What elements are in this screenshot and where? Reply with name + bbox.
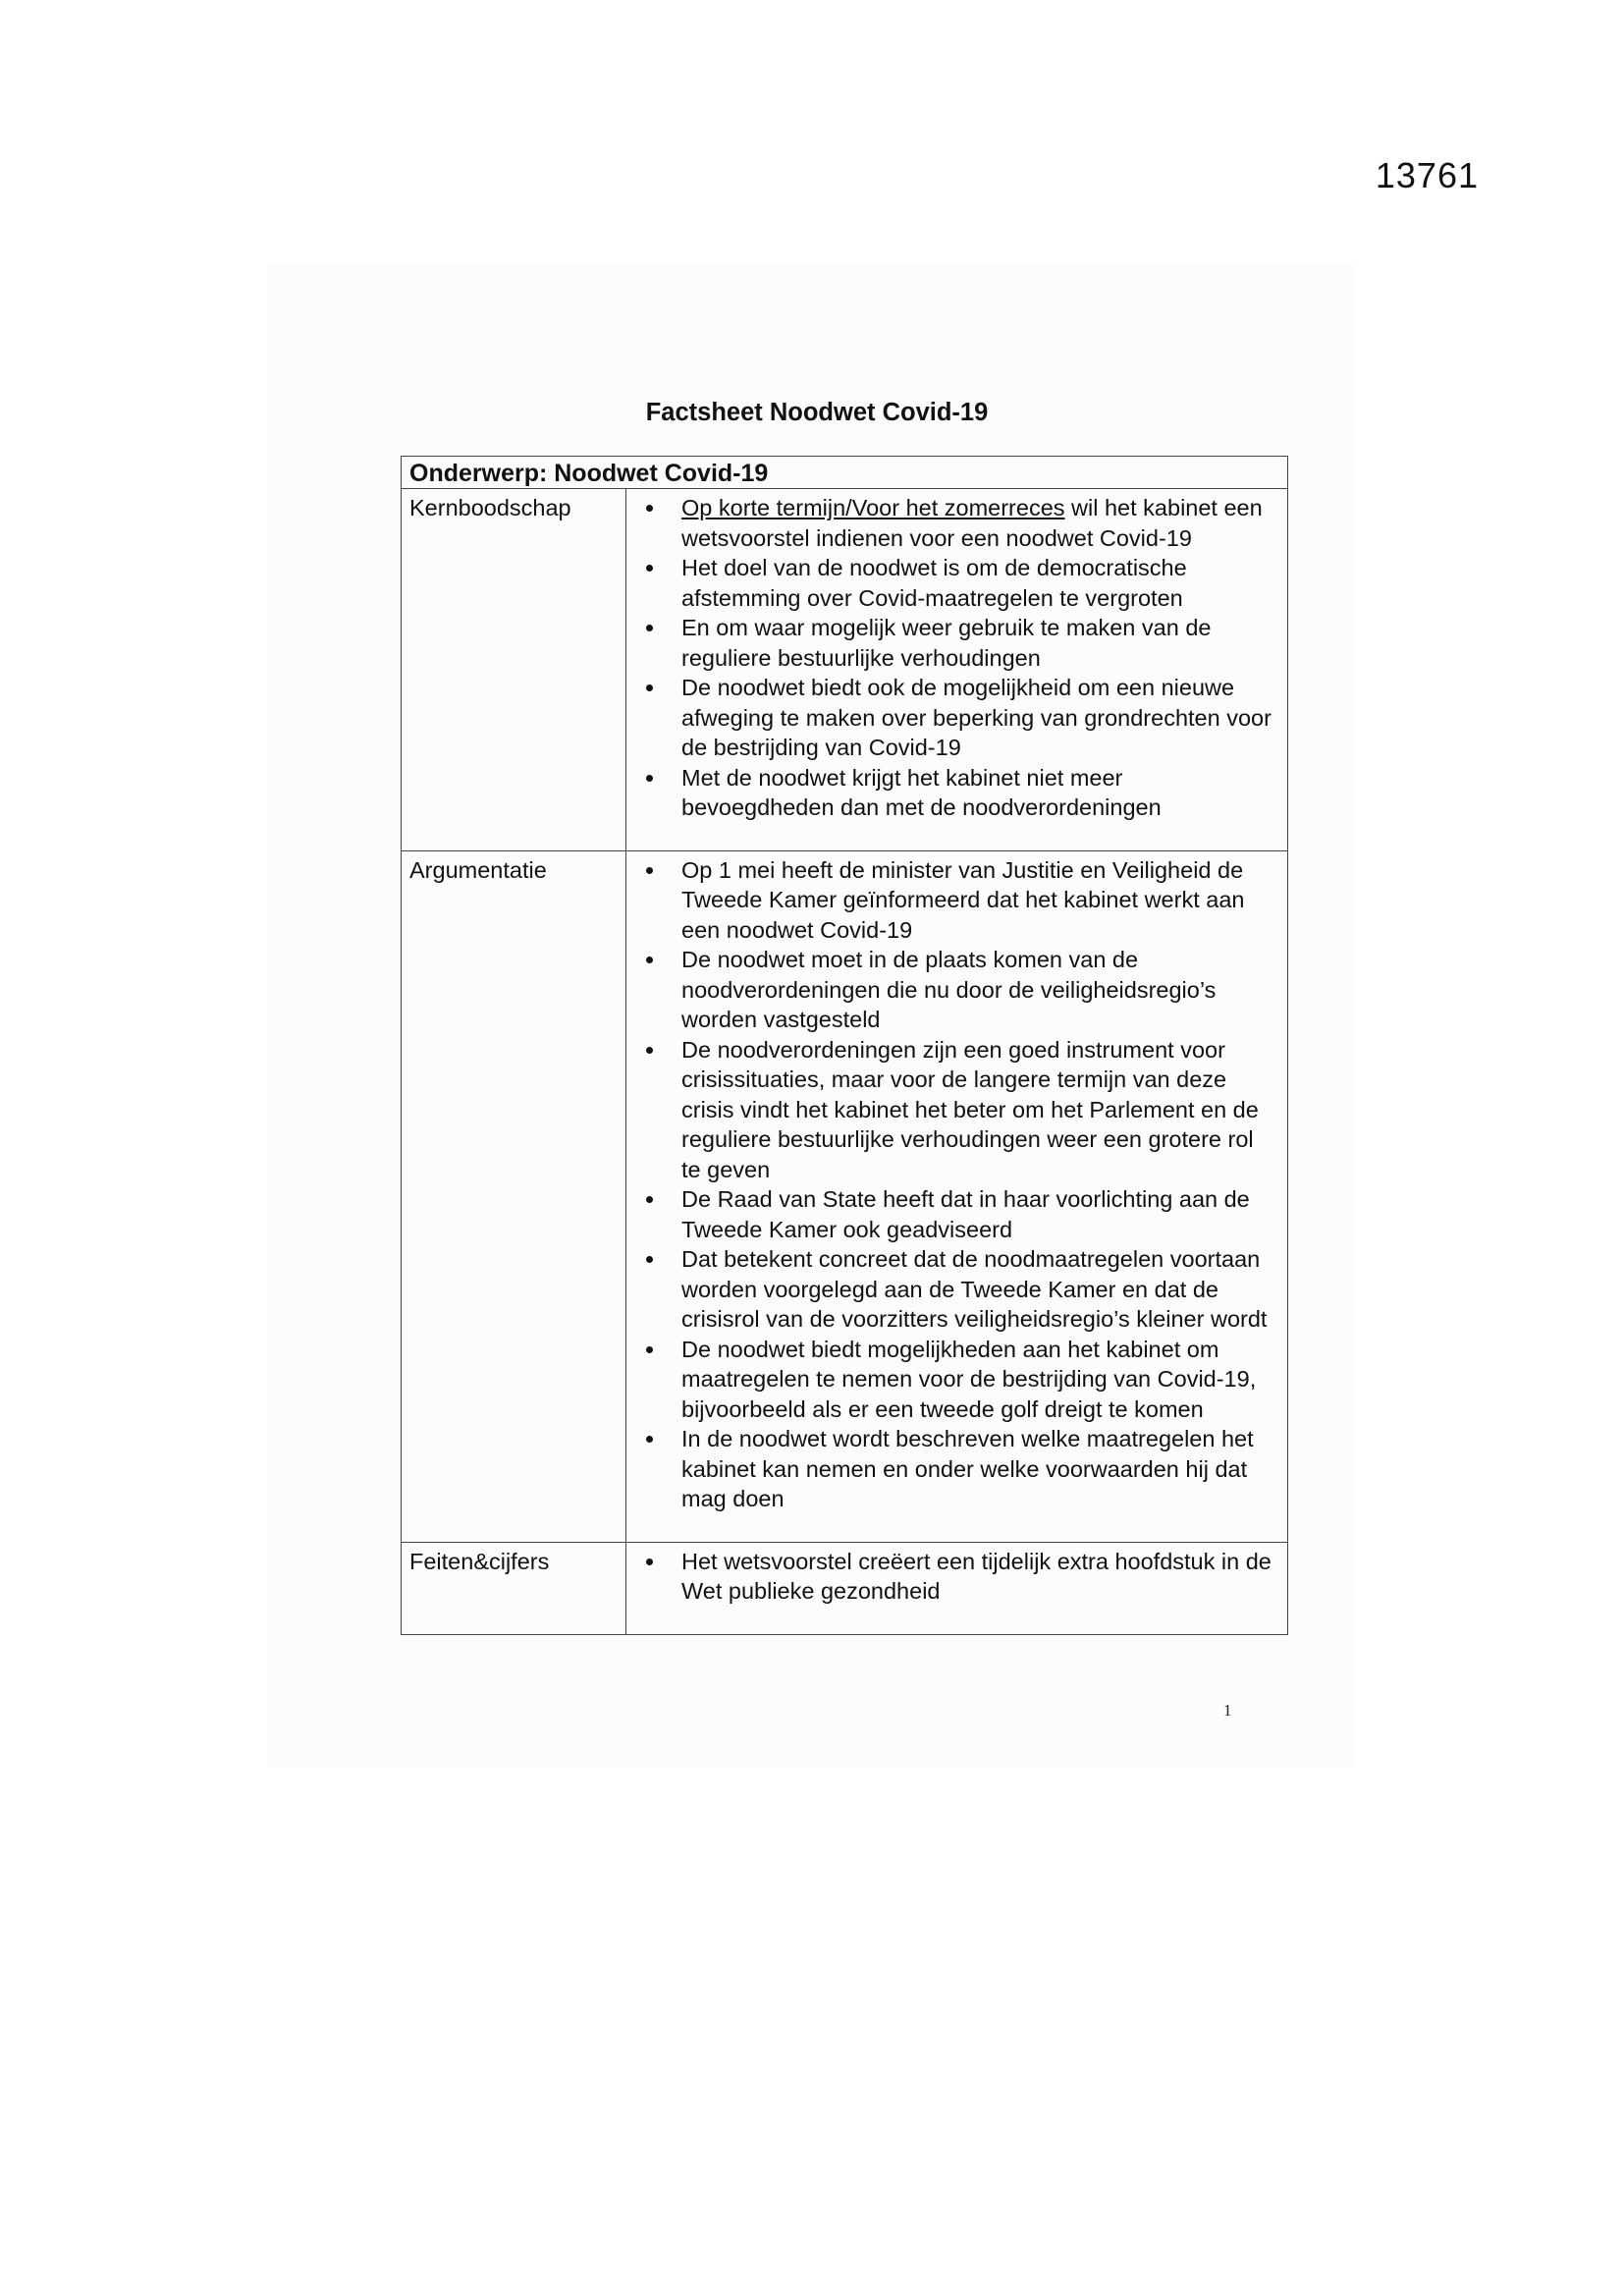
table-row-feiten-cijfers (402, 1542, 1288, 1634)
list-item-text: De noodwet moet in de plaats komen van de noodverordeningen die nu door de veiligheidsregio’s worden vastgesteld (681, 947, 1217, 1032)
bullet-icon (646, 1558, 653, 1565)
list-item (638, 553, 1277, 613)
list-item-text: De noodverordeningen zijn een goed instrument voor crisissituaties, maar voor de langere termijn van deze crisis vindt het kabinet het beter om het Parlement en de reguliere bestuurlijke verhoudingen weer een grotere rol te geven (681, 1036, 1259, 1182)
row-label-kernboodschap: Kernboodschap (402, 489, 626, 851)
list-item (638, 1244, 1277, 1335)
list-item-text: Op 1 mei heeft de minister van Justitie en Veiligheid de Tweede Kamer geïnformeerd dat het kabinet werkt aan een noodwet Covid-19 (681, 856, 1245, 943)
list-item (638, 945, 1277, 1035)
list-item-text: De noodwet biedt ook de mogelijkheid om een nieuwe afweging te maken over beperking van grondrechten voor de bestrijding van Covid-19 (681, 675, 1272, 760)
list-item (638, 855, 1277, 946)
row-label-argumentatie: Argumentatie (402, 850, 626, 1542)
bullet-icon (646, 775, 653, 782)
document-number: 13761 (1375, 155, 1479, 195)
list-item (638, 1424, 1277, 1514)
list-item (638, 613, 1277, 673)
row-content-kernboodschap (626, 489, 1288, 851)
bullet-icon (646, 625, 653, 631)
bullet-icon (646, 1047, 653, 1054)
list-item (638, 1335, 1277, 1425)
list-item-text: In de noodwet wordt beschreven welke maatregelen het kabinet kan nemen en onder welke voorwaarden hij dat mag doen (681, 1426, 1254, 1511)
row-content-argumentatie (626, 850, 1288, 1542)
list-item-text: Met de noodwet krijgt het kabinet niet meer bevoegdheden dan met de noodverordeningen (681, 764, 1162, 820)
list-item-text: En om waar mogelijk weer gebruik te maken van de reguliere bestuurlijke verhoudingen (681, 615, 1212, 671)
table-row-argumentatie (402, 850, 1288, 1542)
table-header-row (402, 457, 1288, 489)
list-item (638, 493, 1277, 553)
list-item (638, 1547, 1277, 1607)
list-item-text: Het doel van de noodwet is om de democratische afstemming over Covid-maatregelen te vergroten (681, 555, 1187, 611)
bullet-icon (646, 1256, 653, 1263)
table-row-kernboodschap (402, 489, 1288, 851)
page-title: Factsheet Noodwet Covid-19 (645, 399, 989, 426)
row-content-feiten-cijfers (626, 1542, 1288, 1634)
bullet-icon (646, 505, 653, 512)
bullet-list (638, 1547, 1277, 1607)
bullet-icon (646, 1436, 653, 1443)
bullet-list (638, 855, 1277, 1514)
list-item-text: wil het kabinet een wetsvoorstel indienen voor een noodwet Covid-19 (681, 495, 1263, 551)
bullet-list (638, 493, 1277, 823)
bullet-icon (646, 684, 653, 691)
bullet-icon (646, 1346, 653, 1353)
bullet-icon (646, 1196, 653, 1203)
list-item (638, 1184, 1277, 1244)
factsheet-table (401, 456, 1288, 1635)
list-item-text: De noodwet biedt mogelijkheden aan het kabinet om maatregelen te nemen voor de bestrijding van Covid-19, bijvoorbeeld als er een tweede golf dreigt te komen (681, 1336, 1257, 1422)
list-item (638, 1035, 1277, 1185)
list-item-text: Het wetsvoorstel creëert een tijdelijk extra hoofdstuk in de Wet publieke gezondheid (681, 1548, 1272, 1604)
list-item-text: De Raad van State heeft dat in haar voorlichting aan de Tweede Kamer ook geadviseerd (681, 1186, 1250, 1242)
list-item (638, 673, 1277, 763)
subject-header: Onderwerp: Noodwet Covid-19 (402, 457, 1288, 489)
underlined-text: Op korte termijn/Voor het zomerreces (681, 495, 1065, 520)
row-label-feiten-cijfers: Feiten&cijfers (402, 1542, 626, 1634)
bullet-icon (646, 867, 653, 874)
list-item-text: Dat betekent concreet dat de noodmaatregelen voortaan worden voorgelegd aan de Tweede Kamer en dat de crisisrol van de voorzitters veiligheidsregio’s kleiner wordt (681, 1246, 1268, 1332)
bullet-icon (646, 957, 653, 963)
list-item (638, 763, 1277, 823)
page-number: 1 (1223, 1701, 1232, 1720)
bullet-icon (646, 565, 653, 572)
